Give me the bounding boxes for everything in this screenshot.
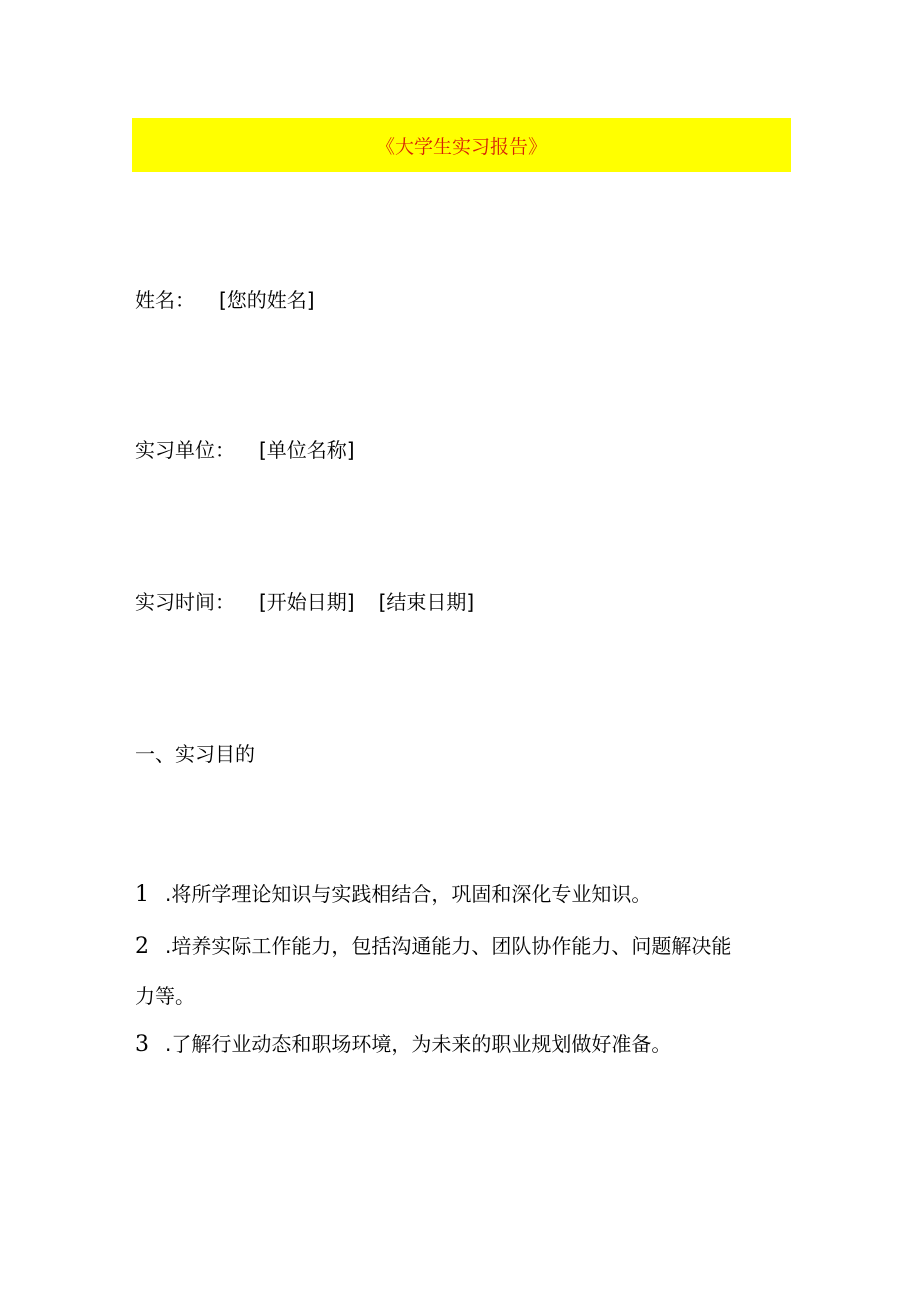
time-start-value: [开始日期]	[259, 590, 355, 614]
list-item-text: .将所学理论知识与实践相结合，巩固和深化专业知识。	[165, 882, 652, 906]
list-item	[135, 878, 651, 907]
name-label: 姓名：	[135, 288, 195, 312]
list-item-number: 3	[135, 1032, 149, 1057]
unit-label: 实习单位：	[135, 438, 235, 462]
time-field	[135, 586, 474, 615]
unit-field	[135, 434, 355, 463]
name-value: [您的姓名]	[219, 288, 315, 312]
document-title: 《大学生实习报告》	[375, 135, 547, 158]
name-field	[135, 284, 315, 313]
list-item-text: .培养实际工作能力，包括沟通能力、团队协作能力、问题解决能	[165, 934, 732, 958]
time-end-value: [结束日期]	[378, 590, 475, 614]
list-item-number: 2	[135, 934, 149, 959]
section-heading-purpose: 一、实习目的	[135, 742, 255, 766]
list-item	[135, 930, 731, 959]
list-item-number: 1	[135, 882, 149, 907]
list-item	[135, 1028, 671, 1057]
unit-value: [单位名称]	[259, 438, 355, 462]
time-label: 实习时间：	[135, 590, 235, 614]
list-item-continuation: 力等。	[135, 984, 195, 1008]
title-banner	[132, 118, 791, 172]
list-item-text: .了解行业动态和职场环境，为未来的职业规划做好准备。	[165, 1032, 672, 1056]
